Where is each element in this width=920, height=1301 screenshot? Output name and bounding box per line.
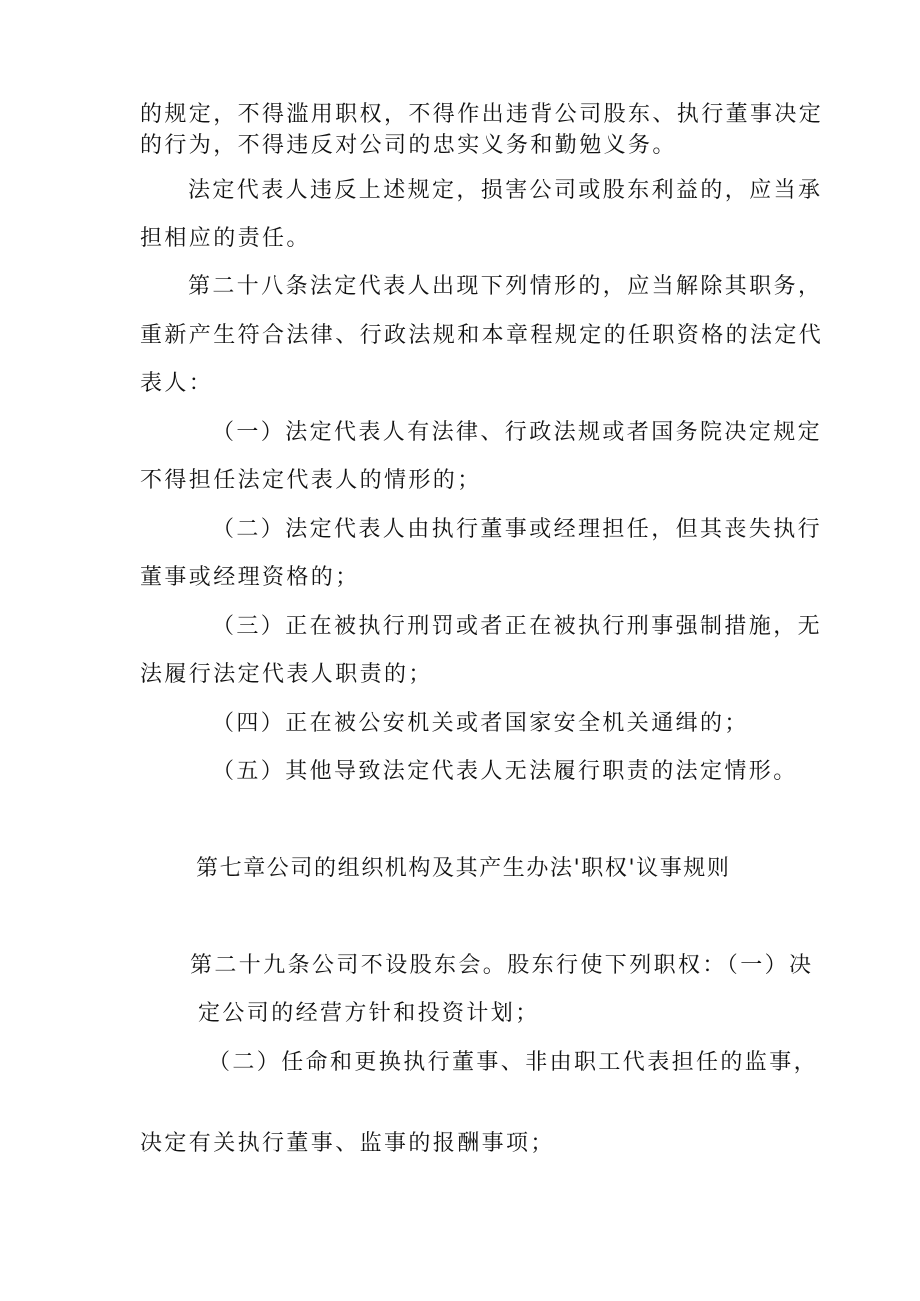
list-item-line: （四）正在被公安机关或者国家安全机关通缉的； (212, 711, 749, 736)
list-item-line: 不得担任法定代表人的情形的； (140, 468, 482, 493)
paragraph-line: 决定有关执行董事、监事的报酬事项； (140, 1131, 555, 1156)
paragraph-line: 表人： (140, 371, 214, 396)
paragraph-line: 重新产生符合法律、行政法规和本章程规定的任职资格的法定代 (140, 323, 824, 348)
list-item-line: （五）其他导致法定代表人无法履行职责的法定情形。 (212, 759, 798, 784)
list-item-line: （一）法定代表人有法律、行政法规或者国务院决定规定 (212, 420, 823, 445)
list-item-line: 法履行法定代表人职责的； (140, 662, 433, 687)
paragraph-line: 定公司的经营方针和投资计划； (198, 1001, 540, 1026)
list-item-line: 董事或经理资格的； (140, 565, 360, 590)
paragraph-line: 法定代表人违反上述规定，损害公司或股东利益的，应当承 (188, 178, 823, 203)
paragraph-line: 的规定，不得滥用职权，不得作出违背公司股东、执行董事决定 (140, 102, 824, 127)
article-28-line: 第二十八条法定代表人出现下列情形的，应当解除其职务， (188, 274, 823, 299)
article-29-line: 第二十九条公司不设股东会。股东行使下列职权：（一）决 (190, 953, 814, 978)
paragraph-line: 担相应的责任。 (140, 226, 311, 251)
list-item-line: （二）法定代表人由执行董事或经理担任，但其丧失执行 (212, 517, 823, 542)
list-item-line: （三）正在被执行刑罚或者正在被执行刑事强制措施，无 (212, 614, 823, 639)
chapter-heading: 第七章公司的组织机构及其产生办法'职权'议事规则 (196, 856, 731, 881)
list-item-line: （二）任命和更换执行董事、非由职工代表担任的监事， (208, 1050, 819, 1075)
paragraph-line: 的行为，不得违反对公司的忠实义务和勤勉义务。 (140, 133, 677, 158)
